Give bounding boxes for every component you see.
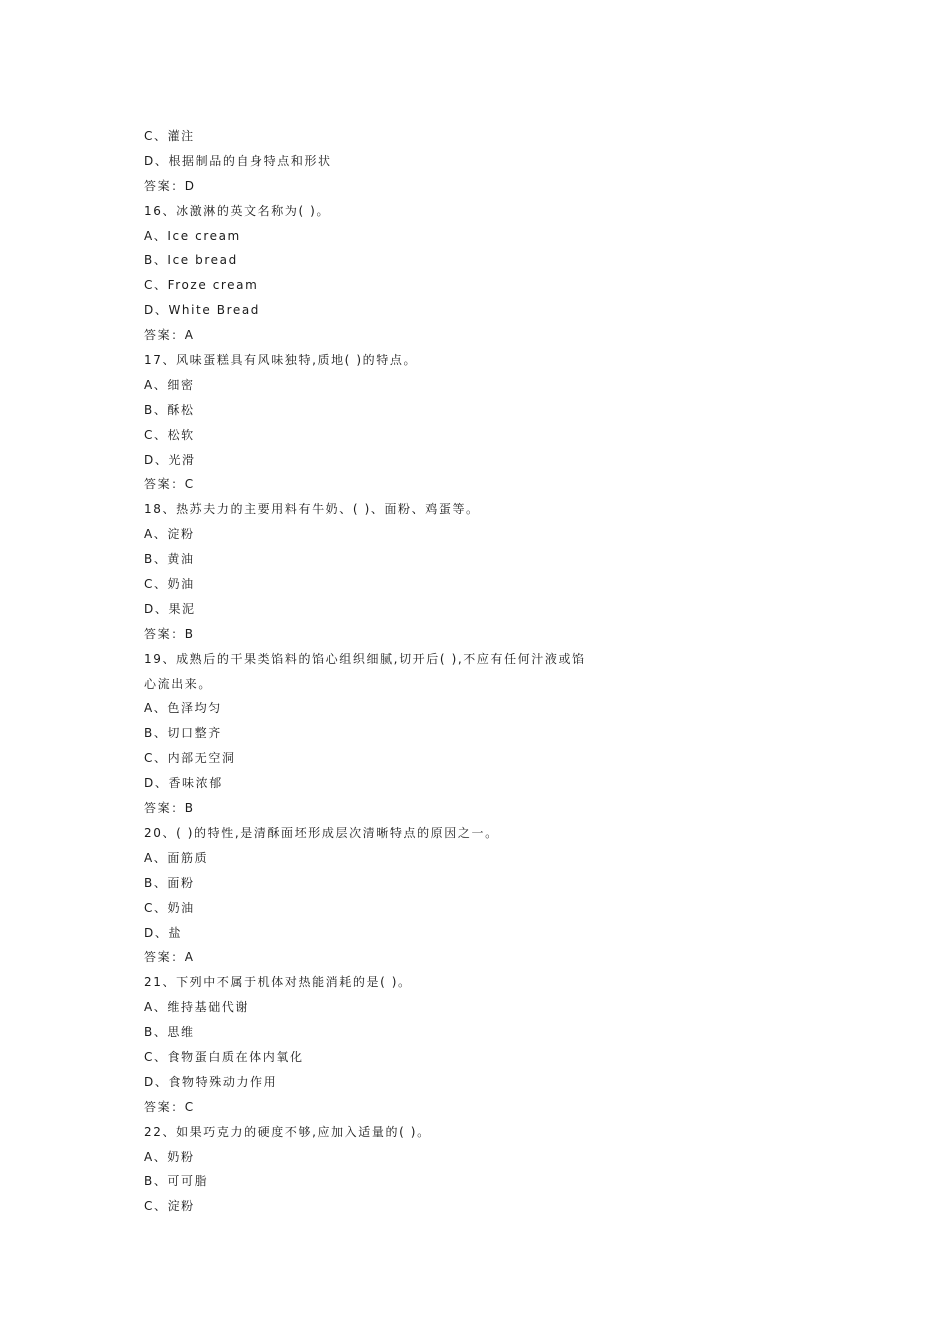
option-a-line: A、Ice cream [144,228,241,243]
option-c-line: C、松软 [144,427,195,442]
option-b-line: B、黄油 [144,552,195,567]
option-b-line: B、Ice bread [144,253,238,268]
option-b-line: B、可可脂 [144,1174,209,1189]
document-body [144,124,624,1219]
answer-line: 答案：A [144,328,195,343]
question-20: 20、( )的特性,是清酥面坯形成层次清晰特点的原因之一。 [144,825,499,840]
question-19: 19、成熟后的干果类馅料的馅心组织细腻,切开后( ),不应有任何汁液或馅 [144,651,586,666]
option-a-line: A、奶粉 [144,1149,195,1164]
option-d-line: D、White Bread [144,303,261,318]
answer-line: 答案：D [144,178,196,193]
option-a-line: A、面筋质 [144,850,209,865]
answer-line: 答案：B [144,626,195,641]
option-d-line: D、根据制品的自身特点和形状 [144,153,332,168]
option-b-line: B、酥松 [144,402,195,417]
option-a-line: A、色泽均匀 [144,701,222,716]
option-a-line: A、细密 [144,377,195,392]
question-16: 16、冰激淋的英文名称为( )。 [144,203,331,218]
option-a-line: A、维持基础代谢 [144,1000,250,1015]
question-22: 22、如果巧克力的硬度不够,应加入适量的( )。 [144,1124,431,1139]
option-c-line: C、Froze cream [144,278,259,293]
question-18: 18、热苏夫力的主要用料有牛奶、( )、面粉、鸡蛋等。 [144,502,480,517]
option-b-line: B、思维 [144,1025,195,1040]
answer-line: 答案：C [144,477,195,492]
option-c-line: C、奶油 [144,900,195,915]
option-c-line: C、灌注 [144,129,195,143]
option-b-line: B、面粉 [144,875,195,890]
option-d-line: D、果泥 [144,601,196,616]
option-c-line: C、内部无空洞 [144,751,236,766]
answer-line: 答案：B [144,801,195,816]
option-c-line: C、食物蛋白质在体内氧化 [144,1049,304,1064]
option-c-line: C、淀粉 [144,1199,195,1214]
option-d-line: D、盐 [144,925,183,940]
question-17: 17、风味蛋糕具有风味独特,质地( )的特点。 [144,353,418,368]
option-a-line: A、淀粉 [144,527,195,542]
question-19-continued: 心流出来。 [144,676,213,691]
option-d-line: D、光滑 [144,452,196,467]
question-21: 21、下列中不属于机体对热能消耗的是( )。 [144,975,412,990]
answer-line: 答案：A [144,950,195,965]
option-c-line: C、奶油 [144,577,195,592]
answer-line: 答案：C [144,1099,195,1114]
option-d-line: D、食物特殊动力作用 [144,1074,278,1089]
option-d-line: D、香味浓郁 [144,776,223,791]
option-b-line: B、切口整齐 [144,726,222,741]
